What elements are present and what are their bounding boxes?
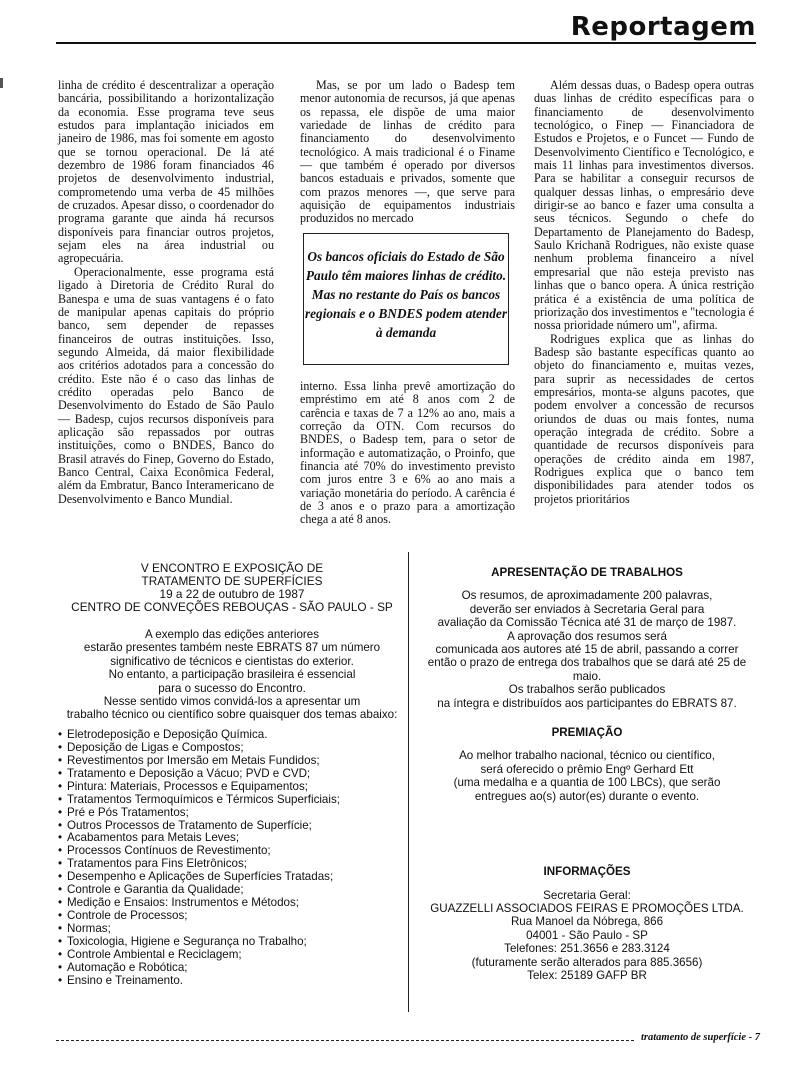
award-body [418,749,756,803]
article-paragraph: interno. Essa linha prevê amortização do empréstimo em até 8 anos com 2 de carência e taxas de 7 a 12% ao ano, mais a correção da OTN. Com recursos do BNDES, o Badesp tem, para o setor de informação e automatização, o Proinfo, que financia até 70% do investimento previsto com juros entre 3 e 6% ao ano mais a variação monetária do período. A carência é de 3 anos e o prazo para a amortização chega a até 8 anos. [300,379,515,527]
event-heading [56,562,408,614]
topic-item: • Controle Ambiental e Reciclagem; [58,949,408,962]
intro-line: Nesse sentido vimos convidá-los a apresentar um [103,695,361,709]
article-column-1 [58,79,274,506]
presentation-line: Os trabalhos serão publicados [508,683,666,697]
article-paragraph: linha de crédito é descentralizar a operação bancária, possibilitando a horizontalização da economia. Esse programa teve seus estudos para implantação iniciados em janeiro de 1986, mas foi somente em agosto que se tornou operacional. De lá até dezembro de 1986 foram financiados 46 projetos de desenvolvimento industrial, comprometendo uma verba de 45 milhões de cruzados. Apesar disso, o coordenador do programa garante que ainda há recursos disponíveis para financiar outros projetos, sejam eles na área industrial ou agropecuária. [58,78,274,266]
award-line: entregues ao(s) autor(es) durante o evento. [474,789,700,803]
topic-item: • Tratamento e Deposição a Vácuo; PVD e CVD; [58,768,408,781]
info-line: Telefones: 251.3656 e 283.3124 [504,942,670,956]
presentation-title: APRESENTAÇÃO DE TRABALHOS [491,566,683,579]
footer-page-label: tratamento de superfície - 7 [641,1032,760,1043]
article-paragraph: Além dessas duas, o Badesp opera outras duas linhas de crédito específicas para o financiamento de desenvolvimento tecnológico, o Finep — Financiadora de Estudos e Projetos, e o Funcet — Fundo de Desenvolvimento Científico e Tecnológico, e mais 11 linhas para investimentos diversos. Para se habilitar a conseguir recursos de qualquer dessas linhas, o empresário deve dirigir-se ao banco e fazer uma consulta a seus técnicos. Segundo o chefe do Departamento de Planejamento do Badesp, Saulo Krichanã Rodrigues, não existe quase nenhum problema financeiro a nível empresarial que não esteja previsto nas linhas que o banco opera. A única restrição prática é a existência de uma política de priorização dos investimentos e "tecnologia é nossa prioridade número um", afirma. [534,78,754,333]
intro-line: estarão presentes também neste EBRATS 87 um número [83,641,381,655]
article-paragraph: Operacionalmente, esse programa está ligado à Diretoria de Crédito Rural do Banespa e uma de suas vantagens é o fato de manipular apenas capitais do próprio banco, sem depender de repasses financeiros de outras instituições. Isso, segundo Almeida, dá maior flexibilidade aos critérios adotados para a concessão do crédito. Este não é o caso das linhas de crédito operadas pelo Banco de Desenvolvimento do Estado de São Paulo — Badesp, cujos recursos disponíveis para aplicação são repassados por outras instituições, como o BNDES, Banco do Brasil através do Finep, Governo do Estado, Banco Central, Caixa Econômica Federal, além da Embratur, Banco Interamericano de Desenvolvimento e Banco Mundial. [58,264,274,506]
intro-line: A exemplo das edições anteriores [144,628,319,641]
topic-item: • Pintura: Materiais, Processos e Equipamentos; [58,781,408,794]
topic-item: • Eletrodeposição e Deposição Química. [58,729,408,742]
event-ad-left [56,552,409,1012]
info-title: INFORMAÇÕES [543,865,631,879]
presentation-line: Os resumos, de aproximadamente 200 palavras, [461,589,713,603]
topics-list [58,729,408,988]
article-column-2-bottom [300,380,515,527]
article-paragraph: Rodrigues explica que as linhas do Badesp são bastante específicas quanto ao objeto do financiamento e, muitas vezes, para suprir as necessidades de certos empresários, monta-se alguns pacotes, que podem envolver a concessão de recursos oriundos de duas ou mais fontes, numa operação integrada de crédito. Sobre a quantidade de recursos disponíveis para operações de crédito ainda em 1987, Rodrigues explica que o banco tem disponibilidades para atender todos os projetos prioritários [534,331,754,506]
intro-line: para o sucesso do Encontro. [158,681,306,695]
topic-item: • Acabamentos para Metais Leves; [58,832,408,845]
award-line: (uma medalha e a quantia de 100 LBCs), que serão [453,776,721,790]
award-line: Ao melhor trabalho nacional, técnico ou científico, [459,749,715,763]
award-line: será oferecido o prêmio Engº Gerhard Ett [480,762,694,776]
info-line: Rua Manoel da Nóbrega, 866 [510,915,664,929]
topic-item: • Revestimentos por Imersão em Metais Fundidos; [58,755,408,768]
article-column-2-top [300,79,515,226]
topic-item: • Processos Contínuos de Revestimento; [58,845,408,858]
event-line: 19 a 22 de outubro de 1987 [159,587,305,601]
event-line: V ENCONTRO E EXPOSIÇÃO DE [140,561,324,575]
topic-item: • Toxicologia, Higiene e Segurança no Trabalho; [58,936,408,949]
award-title: PREMIAÇÃO [551,726,623,740]
info-line: (futuramente serão alterados para 885.3656) [471,955,703,969]
topic-item: • Normas; [58,923,408,936]
intro-line: No entanto, a participação brasileira é essencial [108,668,356,682]
topic-item: • Pré e Pós Tratamentos; [58,807,408,820]
event-line: TRATAMENTO DE SUPERFÍCIES [141,574,323,588]
presentation-line: avaliação da Comissão Técnica até 31 de março de 1987. [437,616,737,630]
topic-item: • Automação e Robótica; [58,962,408,975]
info-line: 04001 - São Paulo - SP [526,928,648,942]
info-body [418,889,756,983]
event-ad-right [418,552,756,1012]
topic-item: • Tratamentos Termoquímicos e Térmicos Superficiais; [58,794,408,807]
info-line: Telex: 25189 GAFP BR [527,968,647,982]
event-line: CENTRO DE CONVEÇÕES REBOUÇAS - SÃO PAULO - SP [71,600,393,614]
header-rule [56,42,756,44]
pull-quote: Os bancos oficiais do Estado de São Paulo têm maiores linhas de crédito. Mas no restante do País os bancos regionais e o BNDES podem atender à demanda [303,233,509,365]
presentation-line: então o prazo de entrega dos trabalhos que se dará até 25 de maio. [427,656,747,683]
topic-item: • Controle e Garantia da Qualidade; [58,884,408,897]
topic-item: • Medição e Ensaios: Instrumentos e Métodos; [58,897,408,910]
topic-item: • Outros Processos de Tratamento de Superfície; [58,820,408,833]
topic-item: • Controle de Processos; [58,910,408,923]
intro-line: trabalho técnico ou científico sobre quaisquer dos temas abaixo: [66,708,398,722]
topic-item: • Desempenho e Aplicações de Superfícies Tratadas; [58,871,408,884]
article-paragraph: Mas, se por um lado o Badesp tem menor autonomia de recursos, já que apenas os repassa, ele dispõe de uma maior variedade de linhas de crédito para financiamento do desenvolvimento tecnológico. A mais tradicional é o Finame — que também é operado por diversos bancos estaduais e privados, somente que com prazos menores —, que serve para aquisição de equipamentos industriais produzidos no mercado [300,78,515,226]
footer-rule [56,1040,634,1042]
article-column-3 [534,79,754,506]
topic-item: • Deposição de Ligas e Compostos; [58,742,408,755]
topic-item: • Tratamentos para Fins Eletrônicos; [58,858,408,871]
info-line: Secretaria Geral: [543,888,631,902]
section-title: Reportagem [565,12,756,42]
presentation-line: deverão ser enviados à Secretaria Geral para [469,602,705,616]
presentation-line: na íntegra e distribuídos aos participantes do EBRATS 87. [437,696,737,710]
info-line: GUAZZELLI ASSOCIADOS FEIRAS E PROMOÇÕES LTDA. [430,901,744,915]
event-intro [56,628,408,722]
presentation-line: comunicada aos autores até 15 de abril, passando a correr [435,643,739,657]
topic-item: • Ensino e Treinamento. [58,975,408,988]
scan-mark [0,78,3,88]
presentation-body [418,589,756,710]
presentation-line: A aprovação dos resumos será [507,629,667,643]
intro-line: significativo de técnicos e cientistas do exterior. [110,654,354,668]
